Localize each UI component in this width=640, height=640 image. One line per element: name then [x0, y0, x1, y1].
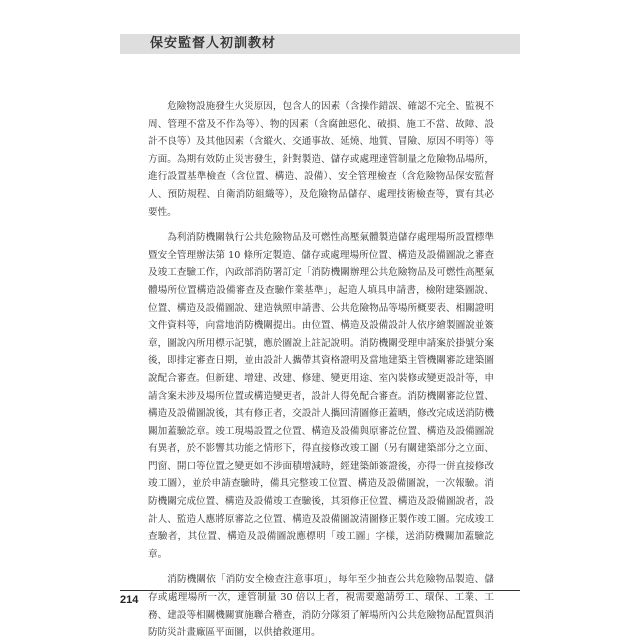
paragraph: 危險物設施發生火災原因，包含人的因素（含操作錯誤、確認不完全、監視不周、管理不當及不作為等）、物的因素（含腐蝕惡化、破損、施工不當、故障、設計不良等）及其他因素（含縱火、交通事故、延燒、地質、冒險、原因不明等）等方面。為期有效防止災害發生，針對製造、儲存或處理達管制量之危險物品場所，進行設置基準檢查（含位置、構造、設備）、安全管理檢查（含危險物品保安監督人、預防規程、自衛消防組織等），及危險物品儲存、處理技術檢查等，實有其必要性。: [148, 101, 494, 218]
paragraph: 為利消防機關執行公共危險物品及可燃性高壓氣體製造儲存處理場所設置標準暨安全管理辦法第 10 條所定製造、儲存或處理場所位置、構造及設備圖說之審查及竣工查驗工作，內政部消防署訂定「消防機關辦理公共危險物品及可燃性高壓氣體場所位置構造設備審查及查驗作業基準」，起造人填具申請書，檢附建築圖說、位置、構造及設備圖說、建造執照申請書、公共危險物品等場所概要表、相關證明文件資料等，向當地消防機關提出。由位置、構造及設備設計人依序繪製圖說並簽章，圖說內所用標示記號，應於圖說上註記說明。消防機關受理申請案於掛號分案後，即排定審查日期，並由設計人攜帶其資格證明及當地建築主管機關審訖建築圖說配合審查。但新建、增建、改建、修建、變更用途、室內裝修或變更設計等，申請含案未涉及場所位置或構造變更者，設計人得免配合審查。消防機關審訖位置、構造及設備圖說後，其有修正者，交設計人攜回清圖修正蓋晒，修改完成送消防機關加蓋驗訖章。竣工現場設置之位置、構造及設備與原審訖位置、構造及設備圖說有異者，於不影響其功能之情形下，得直接修改竣工圖（另有關建築部分之立面、門窗、開口等位置之變更如不涉面積增減時，經建築師簽證後，亦得一併直接修改竣工圖），並於申請查驗時，備具完整竣工位置、構造及設備圖說，一次報驗。消防機關完成位置、構造及設備竣工查驗後，其須修正位置、構造及設備圖說者，設計人、監造人應將原審訖之位置、構造及設備圖說清圖修正製作竣工圖。完成竣工查驗者，其位置、構造及設備圖說應標明「竣工圖」字樣，送消防機關加蓋驗訖章。: [148, 232, 494, 560]
paragraph: 消防機關依「消防安全檢查注意事項」，每年至少抽查公共危險物品製造、儲存或處理場所一次，達管制量 30 倍以上者，視需要邀請勞工、環保、工業、工務、建設等相關機關實施聯合稽查，消防分隊須了解場所內公共危險物品配置與消防防災計畫廠區平面圖，以供搶救運用。: [148, 574, 494, 639]
footer-rule: [120, 590, 520, 591]
header-bar: [120, 34, 520, 54]
body-text: [148, 98, 494, 640]
book-title: 保安監督人初訓教材: [150, 36, 277, 51]
page-number: 214: [120, 594, 139, 606]
